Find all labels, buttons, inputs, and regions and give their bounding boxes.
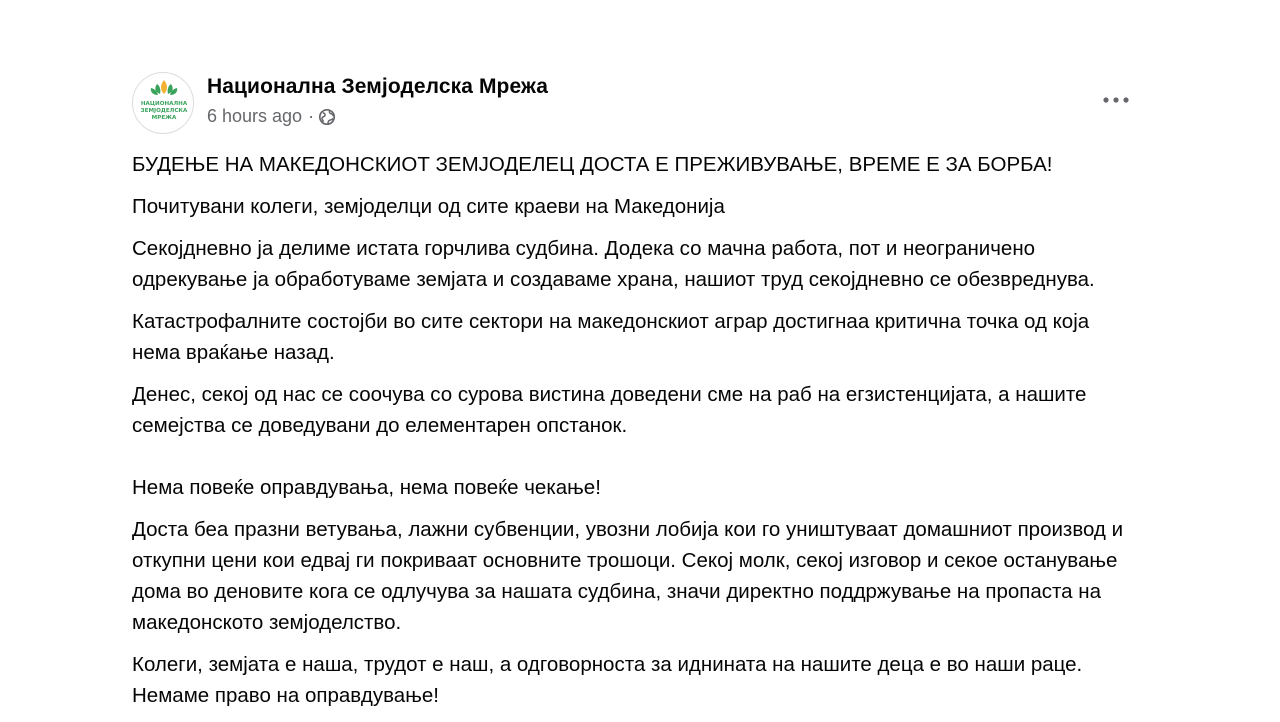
post-meta: [207, 106, 336, 127]
post-timestamp[interactable]: 6 hours ago: [207, 106, 303, 126]
svg-text:НАЦИОНАЛНА: НАЦИОНАЛНА: [140, 101, 188, 107]
meta-separator: ·: [308, 106, 315, 126]
globe-icon[interactable]: [318, 108, 336, 126]
post-paragraph: Колеги, земјата е наша, трудот е наш, а одговорноста за иднината на нашите деца е во наши раце. Немаме право на оправдување!: [132, 653, 1083, 707]
author-name[interactable]: Национална Земјоделска Мрежа: [207, 75, 548, 98]
post-paragraph: Почитувани колеги, земјоделци од сите краеви на Македонија: [132, 195, 725, 218]
post-paragraph: Денес, секој од нас се соочува со сурова вистина доведени сме на раб на егзистенцијата, а нашите семејства се доведувани до елементарен опстанок.: [132, 383, 1087, 437]
more-options-button[interactable]: [1096, 86, 1136, 114]
more-horizontal-icon: [1102, 96, 1130, 104]
organization-logo: [133, 73, 194, 134]
post-headline: БУДЕЊЕ НА МАКЕДОНСКИОТ ЗЕМЈОДЕЛЕЦ ДОСТА Е ПРЕЖИВУВАЊЕ, ВРЕМЕ Е ЗА БОРБА!: [132, 153, 1053, 176]
post-paragraph: Катастрофалните состојби во сите сектори на македонскиот аграр достигнаа критична точка од која нема враќање назад.: [132, 310, 1090, 364]
svg-text:ЗЕМЈОДЕЛСКА: ЗЕМЈОДЕЛСКА: [140, 108, 188, 114]
post-paragraph: Секојдневно ја делиме истата горчлива судбина. Додека со мачна работа, пот и неограничено одрекување ја обработуваме земјата и создаваме храна, нашиот труд секојдневно се обезвреднува.: [132, 237, 1095, 291]
post-paragraph: Доста беа празни ветувања, лажни субвенции, увозни лобија кои го уништуваат домашниот производ и откупни цени кои едвај ги покриваат основните трошоци. Секој молк, секој изговор и секое останување дома во деновите кога се одлучува за нашата судбина, значи директно поддржување на пропаста на македонското земјоделство.: [132, 518, 1124, 634]
post-paragraph: Нема повеќе оправдувања, нема повеќе чекање!: [132, 476, 601, 499]
svg-text:МРЕЖА: МРЕЖА: [151, 115, 177, 121]
page-avatar[interactable]: [132, 72, 194, 134]
post-body: [132, 149, 1132, 722]
